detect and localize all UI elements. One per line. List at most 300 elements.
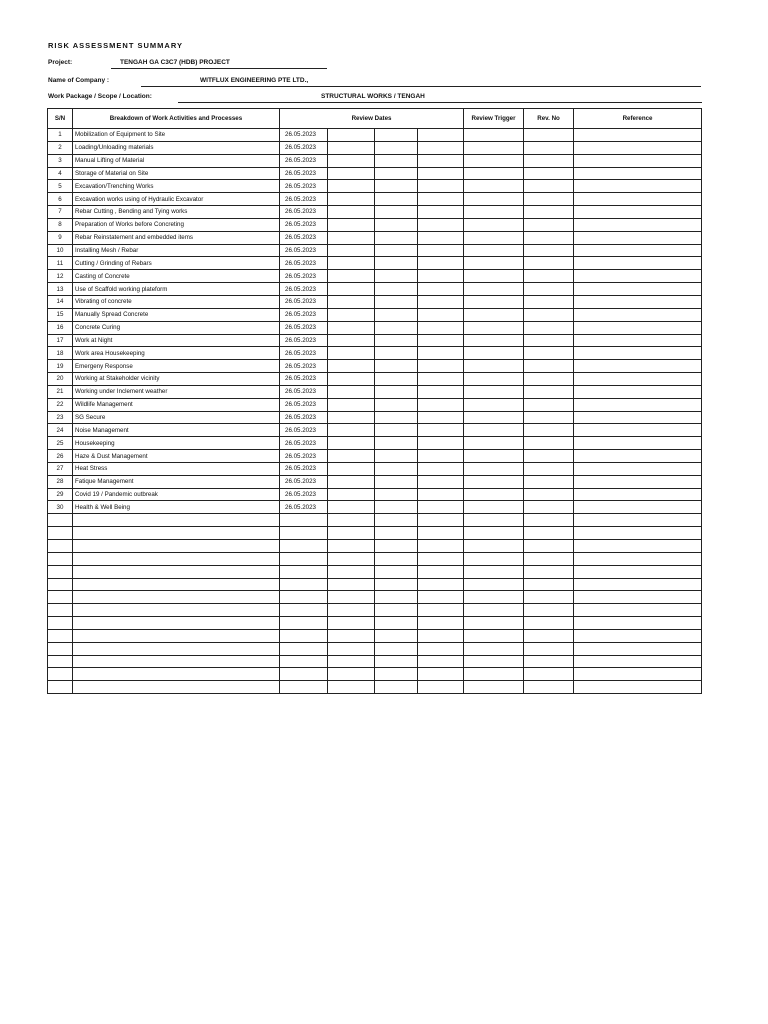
- cell-activity: [73, 642, 280, 655]
- cell-rev-no: [524, 218, 574, 231]
- cell-activity: Mobilization of Equipment to Site: [73, 129, 280, 142]
- cell-review-date-4: [418, 373, 464, 386]
- document-title: RISK ASSESSMENT SUMMARY: [48, 41, 183, 50]
- cell-review-date-4: [418, 295, 464, 308]
- cell-review-date-2: [328, 218, 375, 231]
- cell-review-date-2: [328, 206, 375, 219]
- cell-reference: [574, 681, 702, 694]
- cell-activity: Noise Management: [73, 424, 280, 437]
- cell-review-date-4: [418, 462, 464, 475]
- cell-review-date-3: [375, 642, 418, 655]
- cell-review-date-2: [328, 347, 375, 360]
- cell-reference: [574, 334, 702, 347]
- cell-rev-no: [524, 206, 574, 219]
- cell-rev-no: [524, 244, 574, 257]
- cell-sn: 11: [48, 257, 73, 270]
- cell-rev-no: [524, 141, 574, 154]
- cell-sn: 10: [48, 244, 73, 257]
- cell-review-date-3: [375, 347, 418, 360]
- cell-activity: [73, 514, 280, 527]
- cell-sn: 1: [48, 129, 73, 142]
- cell-sn: 30: [48, 501, 73, 514]
- cell-review-trigger: [464, 141, 524, 154]
- cell-review-date-2: [328, 591, 375, 604]
- cell-review-date-4: [418, 514, 464, 527]
- cell-reference: [574, 617, 702, 630]
- cell-activity: Storage of Material on Site: [73, 167, 280, 180]
- cell-rev-no: [524, 642, 574, 655]
- cell-sn: 7: [48, 206, 73, 219]
- cell-review-trigger: [464, 270, 524, 283]
- cell-sn: [48, 642, 73, 655]
- table-row: [48, 617, 702, 630]
- table-row: [48, 257, 702, 270]
- cell-rev-no: [524, 308, 574, 321]
- cell-sn: 14: [48, 295, 73, 308]
- cell-review-date-3: [375, 578, 418, 591]
- cell-sn: 4: [48, 167, 73, 180]
- table-row: [48, 270, 702, 283]
- cell-review-trigger: [464, 385, 524, 398]
- cell-review-date-2: [328, 141, 375, 154]
- cell-reference: [574, 398, 702, 411]
- table-row: [48, 218, 702, 231]
- cell-reference: [574, 129, 702, 142]
- cell-activity: Fatique Management: [73, 475, 280, 488]
- cell-review-trigger: [464, 360, 524, 373]
- cell-review-date-1: 26.05.2023: [280, 257, 328, 270]
- cell-review-trigger: [464, 655, 524, 668]
- cell-sn: [48, 604, 73, 617]
- table-row: [48, 231, 702, 244]
- cell-review-date-4: [418, 540, 464, 553]
- cell-review-date-3: [375, 527, 418, 540]
- cell-review-trigger: [464, 617, 524, 630]
- company-value: WITFLUX ENGINEERING PTE LTD.,: [200, 77, 309, 84]
- table-row: [48, 540, 702, 553]
- cell-review-date-4: [418, 552, 464, 565]
- cell-review-date-3: [375, 540, 418, 553]
- cell-sn: 13: [48, 283, 73, 296]
- cell-review-date-4: [418, 167, 464, 180]
- cell-review-date-4: [418, 668, 464, 681]
- cell-review-date-4: [418, 270, 464, 283]
- work-package-row: [48, 93, 702, 103]
- project-underline: [111, 68, 327, 69]
- cell-review-date-3: [375, 501, 418, 514]
- cell-activity: [73, 655, 280, 668]
- cell-activity: Manual Lifting of Material: [73, 154, 280, 167]
- header-rev-no: Rev. No: [524, 109, 574, 129]
- header-review-trigger: Review Trigger: [464, 109, 524, 129]
- table-row: [48, 154, 702, 167]
- cell-activity: Excavation works using of Hydraulic Excavator: [73, 193, 280, 206]
- cell-review-date-4: [418, 424, 464, 437]
- cell-rev-no: [524, 501, 574, 514]
- cell-review-date-4: [418, 450, 464, 463]
- cell-review-date-3: [375, 462, 418, 475]
- cell-review-trigger: [464, 321, 524, 334]
- cell-review-date-2: [328, 475, 375, 488]
- cell-review-date-2: [328, 668, 375, 681]
- cell-activity: [73, 668, 280, 681]
- cell-review-date-1: 26.05.2023: [280, 193, 328, 206]
- cell-review-trigger: [464, 424, 524, 437]
- cell-review-date-3: [375, 514, 418, 527]
- cell-review-date-1: [280, 629, 328, 642]
- cell-review-trigger: [464, 347, 524, 360]
- cell-review-trigger: [464, 552, 524, 565]
- cell-review-trigger: [464, 578, 524, 591]
- cell-review-date-4: [418, 475, 464, 488]
- cell-review-date-3: [375, 244, 418, 257]
- cell-reference: [574, 604, 702, 617]
- cell-activity: Casting of Concrete: [73, 270, 280, 283]
- table-row: [48, 668, 702, 681]
- cell-activity: [73, 552, 280, 565]
- table-row: [48, 373, 702, 386]
- cell-activity: Loading/Unloading materials: [73, 141, 280, 154]
- cell-rev-no: [524, 655, 574, 668]
- cell-review-date-3: [375, 488, 418, 501]
- cell-review-date-1: 26.05.2023: [280, 270, 328, 283]
- cell-sn: 2: [48, 141, 73, 154]
- cell-reference: [574, 475, 702, 488]
- cell-rev-no: [524, 347, 574, 360]
- cell-review-date-4: [418, 437, 464, 450]
- cell-review-trigger: [464, 450, 524, 463]
- cell-review-date-1: 26.05.2023: [280, 154, 328, 167]
- cell-activity: Preparation of Works before Concreting: [73, 218, 280, 231]
- cell-activity: Rebar Reinstatement and embedded items: [73, 231, 280, 244]
- cell-reference: [574, 552, 702, 565]
- cell-review-date-2: [328, 193, 375, 206]
- cell-review-trigger: [464, 398, 524, 411]
- cell-review-date-3: [375, 617, 418, 630]
- cell-reference: [574, 591, 702, 604]
- work-package-label: Work Package / Scope / Location:: [48, 93, 152, 100]
- cell-reference: [574, 270, 702, 283]
- cell-review-date-1: [280, 591, 328, 604]
- cell-review-date-2: [328, 129, 375, 142]
- cell-review-date-4: [418, 501, 464, 514]
- cell-review-date-4: [418, 347, 464, 360]
- cell-review-date-2: [328, 501, 375, 514]
- cell-rev-no: [524, 488, 574, 501]
- cell-review-date-2: [328, 283, 375, 296]
- header-review-dates: Review Dates: [280, 109, 464, 129]
- cell-review-date-1: [280, 681, 328, 694]
- cell-reference: [574, 308, 702, 321]
- table-row: [48, 565, 702, 578]
- table-header-row: [48, 109, 702, 129]
- cell-activity: Wildlife Management: [73, 398, 280, 411]
- cell-review-date-4: [418, 129, 464, 142]
- cell-review-date-1: 26.05.2023: [280, 129, 328, 142]
- cell-activity: [73, 565, 280, 578]
- cell-reference: [574, 655, 702, 668]
- cell-reference: [574, 527, 702, 540]
- cell-review-date-3: [375, 450, 418, 463]
- cell-review-date-3: [375, 283, 418, 296]
- cell-sn: [48, 629, 73, 642]
- cell-review-date-2: [328, 180, 375, 193]
- cell-review-date-4: [418, 154, 464, 167]
- cell-review-date-2: [328, 629, 375, 642]
- cell-review-date-4: [418, 360, 464, 373]
- cell-rev-no: [524, 437, 574, 450]
- cell-review-date-3: [375, 681, 418, 694]
- cell-review-trigger: [464, 154, 524, 167]
- cell-review-date-2: [328, 231, 375, 244]
- cell-rev-no: [524, 154, 574, 167]
- cell-review-date-3: [375, 193, 418, 206]
- cell-review-date-2: [328, 552, 375, 565]
- cell-reference: [574, 295, 702, 308]
- cell-review-date-2: [328, 514, 375, 527]
- table-row: [48, 295, 702, 308]
- cell-review-trigger: [464, 527, 524, 540]
- cell-rev-no: [524, 385, 574, 398]
- cell-reference: [574, 629, 702, 642]
- cell-review-date-4: [418, 308, 464, 321]
- table-row: [48, 552, 702, 565]
- cell-activity: Installing Mesh / Rebar: [73, 244, 280, 257]
- cell-review-date-3: [375, 129, 418, 142]
- table-row: [48, 514, 702, 527]
- cell-review-date-3: [375, 629, 418, 642]
- cell-rev-no: [524, 681, 574, 694]
- cell-rev-no: [524, 180, 574, 193]
- cell-review-trigger: [464, 257, 524, 270]
- work-package-underline: [178, 102, 702, 103]
- cell-activity: Covid 19 / Pandemic outbreak: [73, 488, 280, 501]
- cell-rev-no: [524, 604, 574, 617]
- cell-review-date-1: 26.05.2023: [280, 141, 328, 154]
- cell-review-date-3: [375, 141, 418, 154]
- table-row: [48, 347, 702, 360]
- cell-reference: [574, 373, 702, 386]
- cell-sn: 5: [48, 180, 73, 193]
- cell-activity: [73, 681, 280, 694]
- table-row: [48, 450, 702, 463]
- cell-sn: 17: [48, 334, 73, 347]
- cell-sn: [48, 565, 73, 578]
- cell-review-date-3: [375, 231, 418, 244]
- cell-reference: [574, 360, 702, 373]
- table-row: [48, 578, 702, 591]
- cell-sn: [48, 514, 73, 527]
- table-row: [48, 360, 702, 373]
- table-row: [48, 129, 702, 142]
- cell-review-trigger: [464, 308, 524, 321]
- table-row: [48, 604, 702, 617]
- risk-summary-table: [47, 108, 702, 694]
- cell-review-date-2: [328, 321, 375, 334]
- cell-rev-no: [524, 360, 574, 373]
- cell-rev-no: [524, 450, 574, 463]
- cell-sn: 6: [48, 193, 73, 206]
- cell-rev-no: [524, 129, 574, 142]
- cell-review-trigger: [464, 206, 524, 219]
- cell-rev-no: [524, 373, 574, 386]
- cell-review-date-2: [328, 681, 375, 694]
- table-row: [48, 527, 702, 540]
- cell-activity: Work area Housekeeping: [73, 347, 280, 360]
- cell-rev-no: [524, 231, 574, 244]
- cell-review-date-2: [328, 437, 375, 450]
- cell-review-date-1: 26.05.2023: [280, 283, 328, 296]
- table-row: [48, 488, 702, 501]
- cell-review-date-4: [418, 321, 464, 334]
- cell-review-date-2: [328, 565, 375, 578]
- cell-reference: [574, 385, 702, 398]
- cell-review-date-4: [418, 578, 464, 591]
- cell-activity: [73, 527, 280, 540]
- cell-rev-no: [524, 193, 574, 206]
- cell-review-date-1: 26.05.2023: [280, 501, 328, 514]
- cell-sn: 12: [48, 270, 73, 283]
- cell-review-date-4: [418, 257, 464, 270]
- cell-review-date-3: [375, 411, 418, 424]
- cell-review-trigger: [464, 462, 524, 475]
- cell-review-trigger: [464, 629, 524, 642]
- cell-review-trigger: [464, 514, 524, 527]
- cell-review-date-4: [418, 180, 464, 193]
- company-label: Name of Company :: [48, 77, 110, 84]
- cell-activity: Housekeeping: [73, 437, 280, 450]
- cell-review-trigger: [464, 334, 524, 347]
- cell-rev-no: [524, 668, 574, 681]
- cell-activity: Work at Night: [73, 334, 280, 347]
- cell-review-trigger: [464, 668, 524, 681]
- cell-review-date-4: [418, 591, 464, 604]
- cell-review-date-3: [375, 591, 418, 604]
- cell-review-date-2: [328, 270, 375, 283]
- header-reference: Reference: [574, 109, 702, 129]
- table-row: [48, 462, 702, 475]
- cell-review-date-4: [418, 642, 464, 655]
- cell-reference: [574, 501, 702, 514]
- cell-review-date-1: [280, 617, 328, 630]
- cell-review-date-2: [328, 488, 375, 501]
- table-row: [48, 655, 702, 668]
- cell-review-date-3: [375, 655, 418, 668]
- table-row: [48, 424, 702, 437]
- table-row: [48, 206, 702, 219]
- cell-activity: Working at Stakeholder vicinity: [73, 373, 280, 386]
- cell-review-trigger: [464, 501, 524, 514]
- cell-review-date-2: [328, 604, 375, 617]
- cell-reference: [574, 154, 702, 167]
- cell-review-trigger: [464, 681, 524, 694]
- cell-review-trigger: [464, 642, 524, 655]
- cell-review-trigger: [464, 565, 524, 578]
- cell-review-trigger: [464, 283, 524, 296]
- cell-rev-no: [524, 257, 574, 270]
- cell-rev-no: [524, 552, 574, 565]
- cell-sn: [48, 655, 73, 668]
- cell-rev-no: [524, 462, 574, 475]
- cell-review-date-2: [328, 373, 375, 386]
- cell-activity: Use of Scaffold working plateform: [73, 283, 280, 296]
- cell-reference: [574, 231, 702, 244]
- cell-review-trigger: [464, 373, 524, 386]
- cell-reference: [574, 206, 702, 219]
- cell-review-trigger: [464, 488, 524, 501]
- cell-review-trigger: [464, 244, 524, 257]
- cell-sn: 19: [48, 360, 73, 373]
- cell-review-date-3: [375, 552, 418, 565]
- cell-review-date-2: [328, 424, 375, 437]
- cell-review-date-3: [375, 565, 418, 578]
- cell-activity: Emergeny Response: [73, 360, 280, 373]
- cell-sn: 15: [48, 308, 73, 321]
- cell-review-date-1: 26.05.2023: [280, 218, 328, 231]
- cell-reference: [574, 565, 702, 578]
- cell-review-date-1: 26.05.2023: [280, 244, 328, 257]
- cell-sn: 23: [48, 411, 73, 424]
- cell-review-date-1: [280, 552, 328, 565]
- cell-activity: Vibrating of concrete: [73, 295, 280, 308]
- cell-review-date-1: 26.05.2023: [280, 167, 328, 180]
- cell-rev-no: [524, 321, 574, 334]
- cell-review-date-1: [280, 655, 328, 668]
- cell-review-trigger: [464, 180, 524, 193]
- cell-review-date-2: [328, 398, 375, 411]
- cell-review-date-1: 26.05.2023: [280, 398, 328, 411]
- cell-review-date-3: [375, 668, 418, 681]
- table-row: [48, 334, 702, 347]
- cell-review-date-2: [328, 244, 375, 257]
- cell-review-date-3: [375, 270, 418, 283]
- cell-review-date-3: [375, 321, 418, 334]
- cell-review-date-3: [375, 437, 418, 450]
- cell-rev-no: [524, 514, 574, 527]
- cell-rev-no: [524, 540, 574, 553]
- cell-review-date-1: 26.05.2023: [280, 308, 328, 321]
- cell-review-date-3: [375, 360, 418, 373]
- cell-review-date-1: [280, 514, 328, 527]
- cell-reference: [574, 347, 702, 360]
- cell-reference: [574, 411, 702, 424]
- cell-review-date-1: 26.05.2023: [280, 180, 328, 193]
- company-row: [48, 77, 702, 87]
- cell-sn: 8: [48, 218, 73, 231]
- cell-reference: [574, 167, 702, 180]
- cell-review-date-3: [375, 180, 418, 193]
- cell-review-date-2: [328, 617, 375, 630]
- cell-review-date-4: [418, 385, 464, 398]
- cell-sn: 3: [48, 154, 73, 167]
- cell-review-date-2: [328, 655, 375, 668]
- cell-review-date-2: [328, 167, 375, 180]
- cell-review-trigger: [464, 591, 524, 604]
- table-row: [48, 642, 702, 655]
- cell-review-date-1: 26.05.2023: [280, 424, 328, 437]
- cell-rev-no: [524, 424, 574, 437]
- table-row: [48, 411, 702, 424]
- cell-review-date-1: [280, 527, 328, 540]
- cell-activity: [73, 629, 280, 642]
- cell-reference: [574, 488, 702, 501]
- cell-review-date-2: [328, 257, 375, 270]
- cell-review-date-1: 26.05.2023: [280, 385, 328, 398]
- cell-review-date-3: [375, 295, 418, 308]
- cell-sn: 22: [48, 398, 73, 411]
- cell-review-trigger: [464, 540, 524, 553]
- cell-sn: [48, 540, 73, 553]
